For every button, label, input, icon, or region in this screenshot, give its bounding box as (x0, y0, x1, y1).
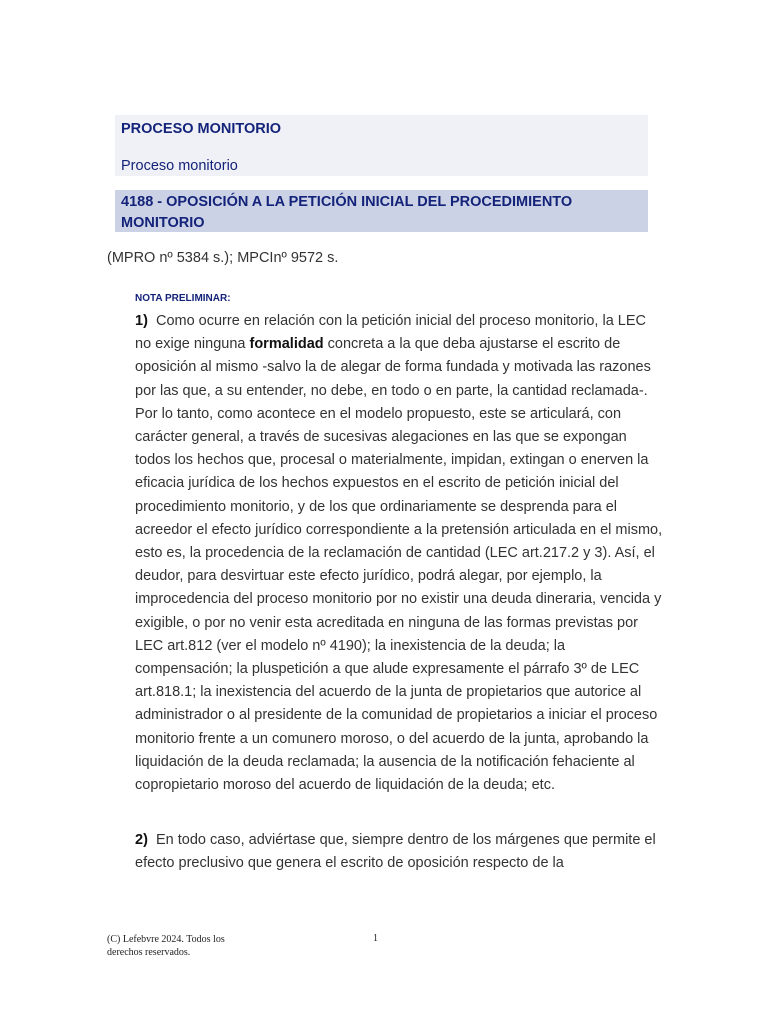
paragraph-number: 1) (135, 313, 148, 329)
note-label: NOTA PRELIMINAR: (135, 293, 231, 304)
section-subtitle[interactable]: Proceso monitorio (121, 158, 238, 174)
section-header (115, 115, 648, 176)
page-number: 1 (373, 933, 378, 944)
model-title: 4188 - OPOSICIÓN A LA PETICIÓN INICIAL DEL PROCEDIMIENTO MONITORIO (121, 194, 573, 231)
paragraph-number: 2) (135, 832, 148, 848)
footer-copyright: (C) Lefebvre 2024. Todos los derechos reservados. (107, 934, 225, 958)
model-header (115, 190, 648, 232)
section-title: PROCESO MONITORIO (121, 121, 282, 137)
paragraph-2 (135, 829, 665, 875)
paragraph-text: En todo caso, adviértase que, siempre dentro de los márgenes que permite el efecto preclusivo que genera el escrito de oposición respecto de la (135, 832, 656, 872)
references-line: (MPRO nº 5384 s.); MPCInº 9572 s. (107, 250, 339, 266)
paragraph-1 (135, 310, 665, 797)
paragraph-bold-term: formalidad (249, 336, 324, 353)
paragraph-text: Como ocurre en relación con la petición inicial del proceso monitorio, la LEC no exige ninguna (135, 313, 646, 353)
paragraph-text-continued: concreta a la que deba ajustarse el escrito de oposición al mismo -salvo la de alegar de forma fundada y motivada las razones por las que, a su entender, no debe, en todo o en parte, la cantidad reclamada-. Por lo tanto, como acontece en el modelo propuesto, este se articulará, con carácter general, a través de sucesivas alegaciones en las que se expongan todos los hechos que, procesal o materialmente, impidan, extingan o enerven la eficacia jurídica de los hechos expuestos en el escrito de petición inicial del procedimiento monitorio, y de los que ordinariamente se desprenda para el acreedor el efecto jurídico correspondiente a la pretensión articulada en el mismo, esto es, la procedencia de la reclamación de cantidad (LEC art.217.2 y 3). Así, el deudor, para desvirtuar este efecto jurídico, podrá alegar, por ejemplo, la improcedencia del proceso monitorio por no existir una deuda dineraria, vencida y exigible, o por no venir esta acreditada en ninguna de las formas previstas por LEC art.812 (ver el modelo nº 4190); la inexistencia de la deuda; la compensación; la pluspetición a que alude expresamente el párrafo 3º de LEC art.818.1; la inexistencia del acuerdo de la junta de propietarios que autorice al administrador o al presidente de la comunidad de propietarios a iniciar el proceso monitorio frente a un comunero moroso, o del acuerdo de la junta, aprobando la liquidación de la deuda reclamada; la ausencia de la notificación fehaciente al copropietario moroso del acuerdo de liquidación de la deuda; etc. (135, 336, 663, 794)
